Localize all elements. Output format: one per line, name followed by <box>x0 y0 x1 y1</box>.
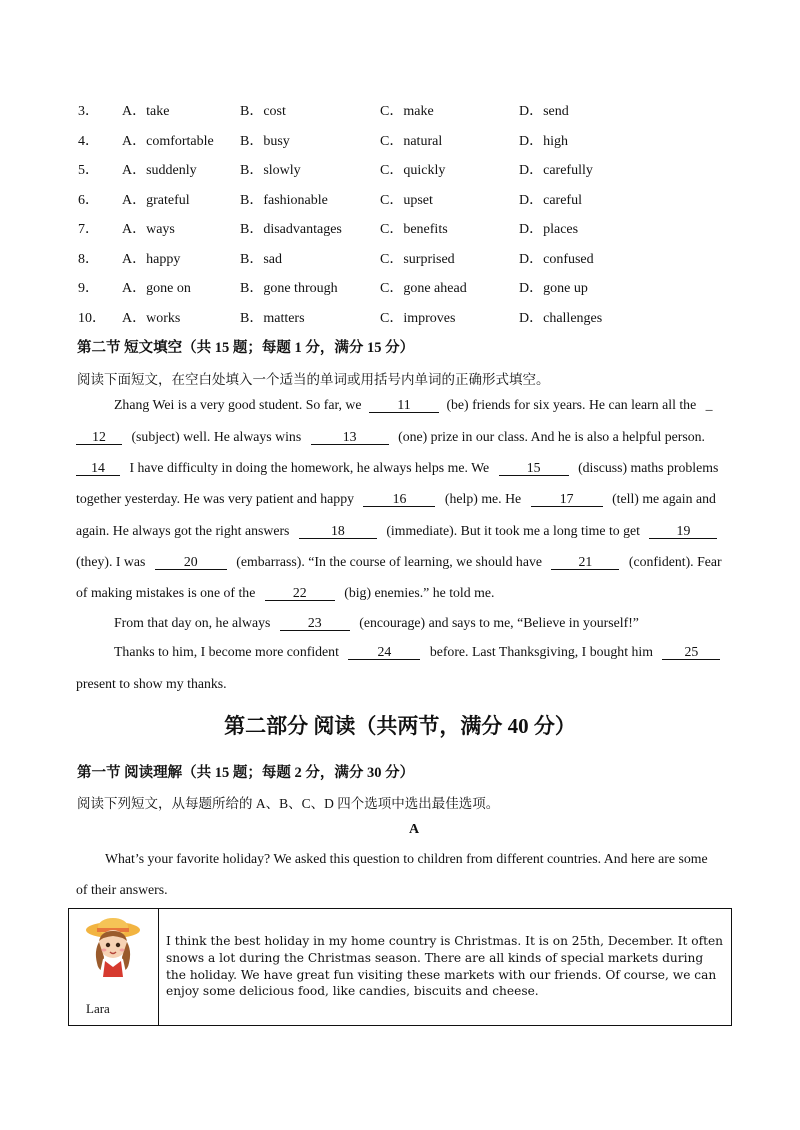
passage-text: _ <box>705 397 713 412</box>
passage-text: (they). I was <box>76 554 146 569</box>
passage-text: together yesterday. He was very patient and happy <box>76 491 355 506</box>
passage-intro: What’s your favorite holiday? We asked this question to children from different countries. And here are some <box>105 851 708 866</box>
passage-text: (embarrass). “In the course of learning, we should have <box>236 554 542 569</box>
passage-text: (big) enemies.” he told me. <box>344 585 495 600</box>
passage-text: of making mistakes is one of the <box>76 585 256 600</box>
passage-line <box>114 615 748 631</box>
passage-intro: of their answers. <box>76 882 168 897</box>
option-a: A．happy <box>122 252 181 267</box>
blank-20: 20 <box>155 555 227 570</box>
option-a: A．comfortable <box>122 134 214 149</box>
section-heading: 第二节 短文填空（共 15 题；每题 1 分，满分 15 分） <box>77 340 415 356</box>
blank-11: 11 <box>369 398 439 413</box>
option-row <box>0 277 800 297</box>
passage-label: A <box>408 822 420 837</box>
passage-text: (help) me. He <box>444 491 522 506</box>
option-d: D．confused <box>519 252 594 267</box>
option-a: A．gone on <box>122 281 191 296</box>
blank-19: 19 <box>649 524 717 539</box>
option-a: A．suddenly <box>122 163 197 178</box>
option-d: D．send <box>519 104 569 119</box>
question-number: 8． <box>78 252 99 267</box>
option-d: D．challenges <box>519 311 603 326</box>
passage-text: present to show my thanks. <box>76 676 227 691</box>
option-b: B．gone through <box>240 281 338 296</box>
option-c: C．benefits <box>380 222 448 237</box>
passage-text: (discuss) maths problems <box>578 460 719 475</box>
option-b: B．disadvantages <box>240 222 342 237</box>
option-a: A．works <box>122 311 181 326</box>
passage-text: (encourage) and says to me, “Believe in yourself!” <box>359 615 639 630</box>
option-d: D．carefully <box>519 163 593 178</box>
passage-text: Zhang Wei is a very good student. So far, we <box>114 397 362 412</box>
option-d: D．careful <box>519 193 582 208</box>
passage-text: Thanks to him, I become more confident <box>114 644 339 659</box>
option-c: C．quickly <box>380 163 446 178</box>
passage-text: (confident). Fear <box>628 554 722 569</box>
blank-12: 12 <box>76 430 122 445</box>
blank-14: 14 <box>76 461 120 476</box>
passage-text: (tell) me again and <box>612 491 716 506</box>
option-b: B．matters <box>240 311 305 326</box>
passage-line <box>114 397 748 413</box>
option-row <box>0 100 800 120</box>
option-row <box>0 307 800 327</box>
option-row <box>0 218 800 238</box>
blank-17: 17 <box>531 492 603 507</box>
passage-text: (subject) well. He always wins <box>131 429 302 444</box>
passage-line <box>76 523 748 539</box>
blank-25: 25 <box>662 645 720 660</box>
passage-line <box>76 460 748 476</box>
passage-text: (be) friends for six years. He can learn all the <box>446 397 697 412</box>
person-name: Lara <box>86 1001 110 1016</box>
passage-line <box>76 585 748 601</box>
blank-23: 23 <box>280 616 350 631</box>
option-c: C．gone ahead <box>380 281 467 296</box>
option-d: D．gone up <box>519 281 588 296</box>
option-c: C．improves <box>380 311 456 326</box>
question-number: 5． <box>78 163 99 178</box>
blank-18: 18 <box>299 524 377 539</box>
answer-card <box>68 908 732 1026</box>
question-number: 4． <box>78 134 99 149</box>
passage-line <box>114 644 748 660</box>
option-c: C．make <box>380 104 434 119</box>
option-b: B．cost <box>240 104 286 119</box>
question-number: 9． <box>78 281 99 296</box>
section-instruction: 阅读下面短文，在空白处填入一个适当的单词或用括号内单词的正确形式填空。 <box>77 372 550 387</box>
blank-13: 13 <box>311 430 389 445</box>
girl-avatar-icon <box>83 915 143 977</box>
option-d: D．high <box>519 134 568 149</box>
option-b: B．sad <box>240 252 282 267</box>
blank-21: 21 <box>551 555 619 570</box>
card-text: I think the best holiday in my home country is Christmas. It is on 25th, December. It often snows a lot during the Christmas season. There are all kinds of special markets during the holiday. We have great fun visiting these markets with our friends. Of course, we can enjoy some delicious food, like candies, biscuits and cheese. <box>166 934 724 999</box>
option-row <box>0 159 800 179</box>
option-c: C．surprised <box>380 252 455 267</box>
passage-text: I have difficulty in doing the homework, he always helps me. We <box>129 460 490 475</box>
passage-line <box>76 676 748 692</box>
question-number: 6． <box>78 193 99 208</box>
option-b: B．slowly <box>240 163 301 178</box>
option-c: C．upset <box>380 193 433 208</box>
blank-24: 24 <box>348 645 420 660</box>
passage-line <box>76 429 748 445</box>
question-number: 3． <box>78 104 99 119</box>
passage-text: before. Last Thanksgiving, I bought him <box>429 644 653 659</box>
section-instruction: 阅读下列短文，从每题所给的 A、B、C、D 四个选项中选出最佳选项。 <box>77 796 500 811</box>
passage-text: again. He always got the right answers <box>76 523 290 538</box>
option-row <box>0 189 800 209</box>
option-a: A．take <box>122 104 170 119</box>
blank-22: 22 <box>265 586 335 601</box>
passage-line <box>76 554 748 570</box>
option-d: D．places <box>519 222 579 237</box>
blank-15: 15 <box>499 461 569 476</box>
option-a: A．grateful <box>122 193 190 208</box>
question-number: 10． <box>78 311 106 326</box>
passage-text: (one) prize in our class. And he is also a helpful person. <box>398 429 705 444</box>
option-row <box>0 130 800 150</box>
section-heading: 第一节 阅读理解（共 15 题；每题 2 分，满分 30 分） <box>77 765 415 781</box>
passage-text: From that day on, he always <box>114 615 271 630</box>
option-b: B．busy <box>240 134 290 149</box>
option-b: B．fashionable <box>240 193 328 208</box>
blank-16: 16 <box>363 492 435 507</box>
option-a: A．ways <box>122 222 175 237</box>
passage-text: (immediate). But it took me a long time to get <box>386 523 640 538</box>
passage-line <box>76 491 748 507</box>
option-c: C．natural <box>380 134 443 149</box>
option-row <box>0 248 800 268</box>
avatar-cell <box>69 909 159 1025</box>
question-number: 7． <box>78 222 99 237</box>
part-title: 第二部分 阅读（共两节，满分 40 分） <box>224 714 576 738</box>
